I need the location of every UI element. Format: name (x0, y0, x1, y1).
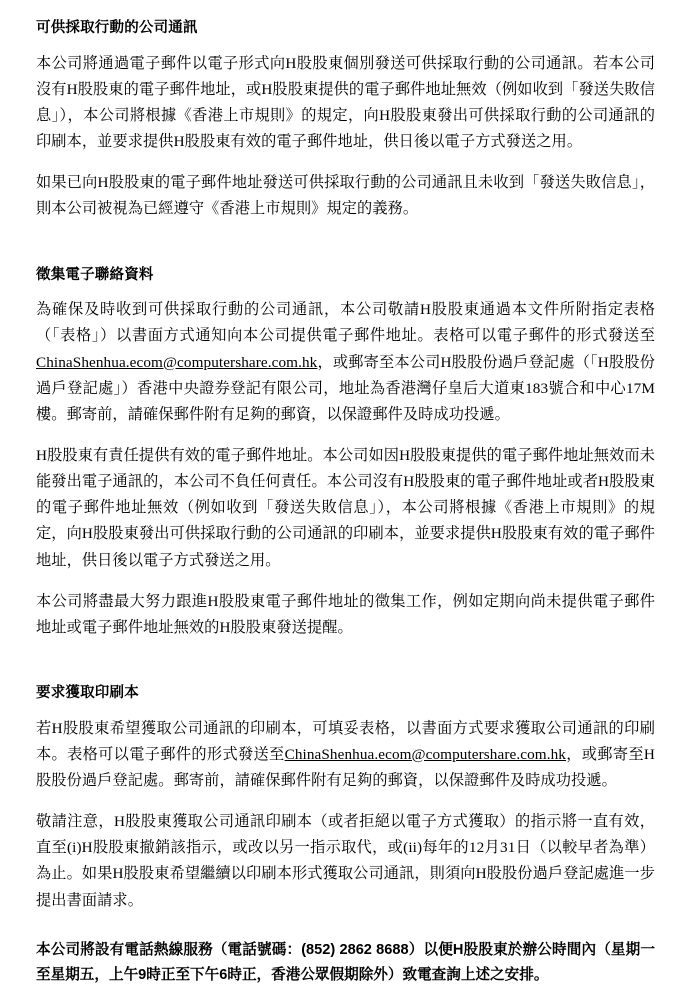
email-link-registrar-2[interactable]: ChinaShenhua.ecom@computershare.com.hk (284, 745, 566, 763)
request-lead-text: 若H股股東希望獲取公司通訊的印刷本，可填妥表格，以書面方式要求獲取公司通訊的印刷本。表格可以電子郵件的形式發送至 (36, 719, 655, 763)
request-tail-text: ，或郵寄至H股股份過戶登記處。郵寄前，請確保郵件附有足夠的郵資，以保證郵件及時成功投遞。 (36, 745, 655, 790)
paragraph-actionable-delivery: 本公司將通過電子郵件以電子形式向H股股東個別發送可供採取行動的公司通訊。若本公司沒有H股股東的電子郵件地址，或H股股東提供的電子郵件地址無效（例如收到「發送失敗信息」），本公司將根據《香港上市規則》的規定，向H股股東發出可供採取行動的公司通訊的印刷本，並要求提供H股股東有效的電子郵件地址，供日後以電子方式發送之用。 (36, 54, 655, 151)
section-heading-collect-electronic-contact: 徵集電子聯絡資料 (36, 266, 154, 283)
hotline-notice: 本公司將設有電話熱線服務（電話號碼：(852) 2862 8688）以便H股股東於辦公時間內（星期一至星期五，上午9時正至下午6時正，香港公眾假期除外）致電查詢上述之安排。 (36, 941, 655, 983)
section-heading-actionable-corporate-communications: 可供採取行動的公司通訊 (36, 20, 198, 36)
paragraph-followup-efforts: 本公司將盡最大努力跟進H股股東電子郵件地址的徵集工作，例如定期向尚未提供電子郵件地址或電子郵件地址無效的H股股東發送提醒。 (36, 592, 655, 636)
paragraph-request-printed-copy (36, 716, 655, 794)
paragraph-instruction-validity: 敬請注意，H股股東獲取公司通訊印刷本（或者拒絕以電子方式獲取）的指示將一直有效，直至(i)H股股東撤銷該指示，或改以另一指示取代，或(ii)每年的12月31日（以較早者為準）為止。如果H股股東希望繼續以印刷本形式獲取公司通訊，則須向H股股份過戶登記處進一步提出書面請求。 (36, 813, 655, 909)
paragraph-actionable-compliance: 如果已向H股股東的電子郵件地址發送可供採取行動的公司通訊且未收到「發送失敗信息」，則本公司被視為已經遵守《香港上市規則》規定的義務。 (36, 174, 655, 218)
collect-lead-text: 為確保及時收到可供採取行動的公司通訊，本公司敬請H股股東通過本文件所附指定表格（「表格」）以書面方式通知向本公司提供電子郵件地址。表格可以電子郵件的形式發送至 (36, 301, 655, 345)
email-link-registrar[interactable]: ChinaShenhua.ecom@computershare.com.hk (36, 353, 318, 371)
spacer (36, 929, 655, 938)
spacer (36, 238, 655, 244)
paragraph-shareholder-responsibility: H股股東有責任提供有效的電子郵件地址。本公司如因H股股東提供的電子郵件地址無效而未能發出電子通訊的，本公司不負任何責任。本公司沒有H股股東的電子郵件地址或者H股股東的電子郵件地址無效（例如收到「發送失敗信息」），本公司將根據《香港上市規則》的規定，向H股股東發出可供採取行動的公司通訊的印刷本，並要求提供H股股東有效的電子郵件地址，供日後以電子方式發送之用。 (36, 447, 655, 569)
spacer (36, 656, 655, 662)
collect-tail-text: ，或郵寄至本公司H股股份過戶登記處（「H股股份過戶登記處」）香港中央證券登記有限公司，地址為香港灣仔皇后大道東183號合和中心17M樓。郵寄前，請確保郵件附有足夠的郵資，以保證郵件及時成功投遞。 (36, 353, 655, 423)
section-heading-request-printed-copy: 要求獲取印刷本 (36, 685, 139, 702)
paragraph-collect-email-submission (36, 297, 655, 428)
